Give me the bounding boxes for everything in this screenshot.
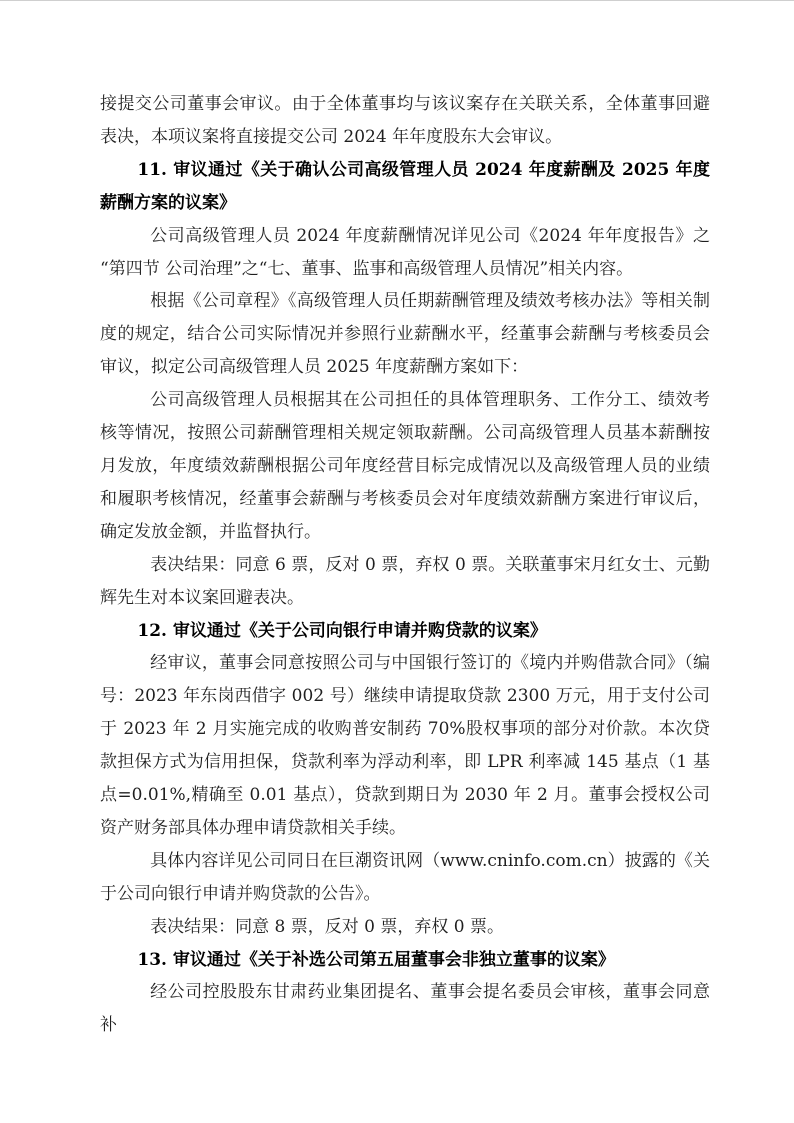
paragraph-2024-salary-reference: 公司高级管理人员 2024 年度薪酬情况详见公司《2024 年年度报告》之“第四节 公司治理”之“七、董事、监事和高级管理人员情况”相关内容。 [100,225,710,279]
paragraph-salary-plan-details: 公司高级管理人员根据其在公司担任的具体管理职务、工作分工、绩效考核等情况，按照公司薪酬管理相关规定领取薪酬。公司高级管理人员基本薪酬按月发放，年度绩效薪酬根据公司年度经营目标完成情况以及高级管理人员的业绩和履职考核情况，经董事会薪酬与考核委员会对年度绩效薪酬方案进行审议后，确定发放金额，并监督执行。 [100,390,710,542]
paragraph-loan-details: 经审议，董事会同意按照公司与中国银行签订的《境内并购借款合同》（编号：2023 年东岗西借字 002 号）继续申请提取贷款 2300 万元，用于支付公司于 2023 年 2 月实施完成的收购普安制药 70%股权事项的部分对价款。本次贷款担保方式为信用担保，贷款利率为浮动利率，即 LPR 利率减 145 基点（1 基点=0.01%,精确至 0.01 基点），贷款到期日为 2030 年 2 月。董事会授权公司资产财务部具体办理申请贷款相关手续。 [100,653,710,838]
paragraph-continuation-vote-avoidance: 接提交公司董事会审议。由于全体董事均与该议案存在关联关系，全体董事回避表决，本项议案将直接提交公司 2024 年年度股东大会审议。 [100,94,710,147]
paragraph-vote-result-resolution-11: 表决结果：同意 6 票，反对 0 票，弃权 0 票。关联董事宋月红女士、元勤辉先生对本议案回避表决。 [100,554,710,608]
paragraph-disclosure-reference: 具体内容详见公司同日在巨潮资讯网（www.cninfo.com.cn）披露的《关于公司向银行申请并购贷款的公告》。 [100,850,710,904]
resolution-13-heading: 13. 审议通过《关于补选公司第五届董事会非独立董事的议案》 [137,949,615,970]
resolution-12-heading: 12. 审议通过《关于公司向银行申请并购贷款的议案》 [137,620,547,641]
paragraph-2025-salary-plan-basis: 根据《公司章程》《高级管理人员任期薪酬管理及绩效考核办法》等相关制度的规定，结合公司实际情况并参照行业薪酬水平，经董事会薪酬与考核委员会审议，拟定公司高级管理人员 2025 年度薪酬方案如下： [100,291,710,378]
document-body [100,88,710,1042]
paragraph-director-nomination-cutoff: 经公司控股股东甘肃药业集团提名、董事会提名委员会审核，董事会同意补 [100,982,710,1036]
paragraph-vote-result-resolution-12: 表决结果：同意 8 票，反对 0 票，弃权 0 票。 [150,916,505,937]
resolution-11-heading: 11. 审议通过《关于确认公司高级管理人员 2024 年度薪酬及 2025 年度薪酬方案的议案》 [100,159,710,213]
